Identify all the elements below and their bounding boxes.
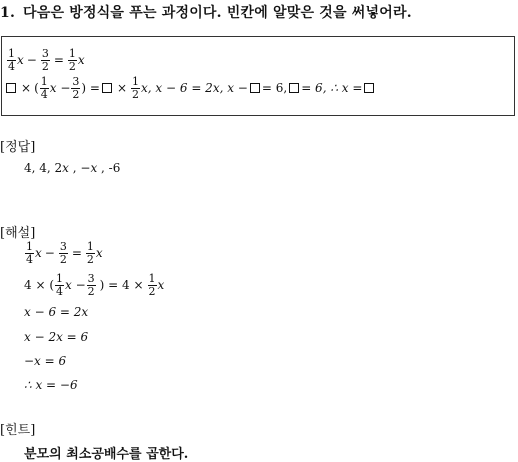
fraction: $\frac{1}{2}$ <box>86 240 94 266</box>
fraction: $\frac{1}{2}$ <box>132 75 140 101</box>
fraction: $\frac{3}{2}$ <box>41 47 49 73</box>
question-number: 1. <box>0 5 16 21</box>
blank-box-icon <box>250 83 260 93</box>
blank-box-icon <box>289 83 299 93</box>
question-text: 다음은 방정식을 푸는 과정이다. 빈칸에 알맞은 것을 써넣어라. <box>23 5 412 21</box>
explanation-step-2: 4 × ( $\frac{1}{4}$ x − $\frac{3}{2}$ ) = 4 × $\frac{1}{2}$ x <box>24 272 165 298</box>
fraction: $\frac{1}{2}$ <box>68 47 76 73</box>
fraction: $\frac{3}{2}$ <box>87 272 95 298</box>
fraction: $\frac{3}{2}$ <box>72 75 80 101</box>
explanation-step-4: x − 2x = 6 <box>24 330 89 344</box>
answer-label: [정답] <box>0 140 36 155</box>
answer-text: 4, 4, 2x , −x , -6 <box>24 161 121 175</box>
blank-box-icon <box>102 83 112 93</box>
hint-label: [힌트] <box>0 423 36 438</box>
blank-box-icon <box>6 83 16 93</box>
explanation-step-5: −x = 6 <box>24 354 67 368</box>
explanation-label: [해설] <box>0 226 36 241</box>
problem-solution-line: × ( $\frac{1}{4}$ x − $\frac{3}{2}$ ) = × $\frac{1}{2}$ x, x − 6 = 2x, x − = 6, = 6, ∴ x = <box>4 76 376 100</box>
problem-equation-line: $\frac{1}{4}$ x − $\frac{3}{2}$ = $\frac{1}{2}$ x <box>8 47 85 73</box>
explanation-step-6: ∴ x = −6 <box>24 378 78 392</box>
fraction: $\frac{1}{4}$ <box>26 240 33 266</box>
fraction: $\frac{1}{4}$ <box>40 75 48 101</box>
hint-text: 분모의 최소공배수를 곱한다. <box>24 447 189 462</box>
question-title <box>0 2 412 22</box>
blank-box-icon <box>364 83 374 93</box>
explanation-step-3: x − 6 = 2x <box>24 305 89 319</box>
fraction: $\frac{1}{4}$ <box>56 272 63 298</box>
fraction: $\frac{3}{2}$ <box>59 240 67 266</box>
fraction: $\frac{1}{2}$ <box>148 272 156 298</box>
explanation-step-1: $\frac{1}{4}$ x − $\frac{3}{2}$ = $\frac{1}{2}$ x <box>26 240 103 266</box>
fraction: $\frac{1}{4}$ <box>8 47 15 73</box>
